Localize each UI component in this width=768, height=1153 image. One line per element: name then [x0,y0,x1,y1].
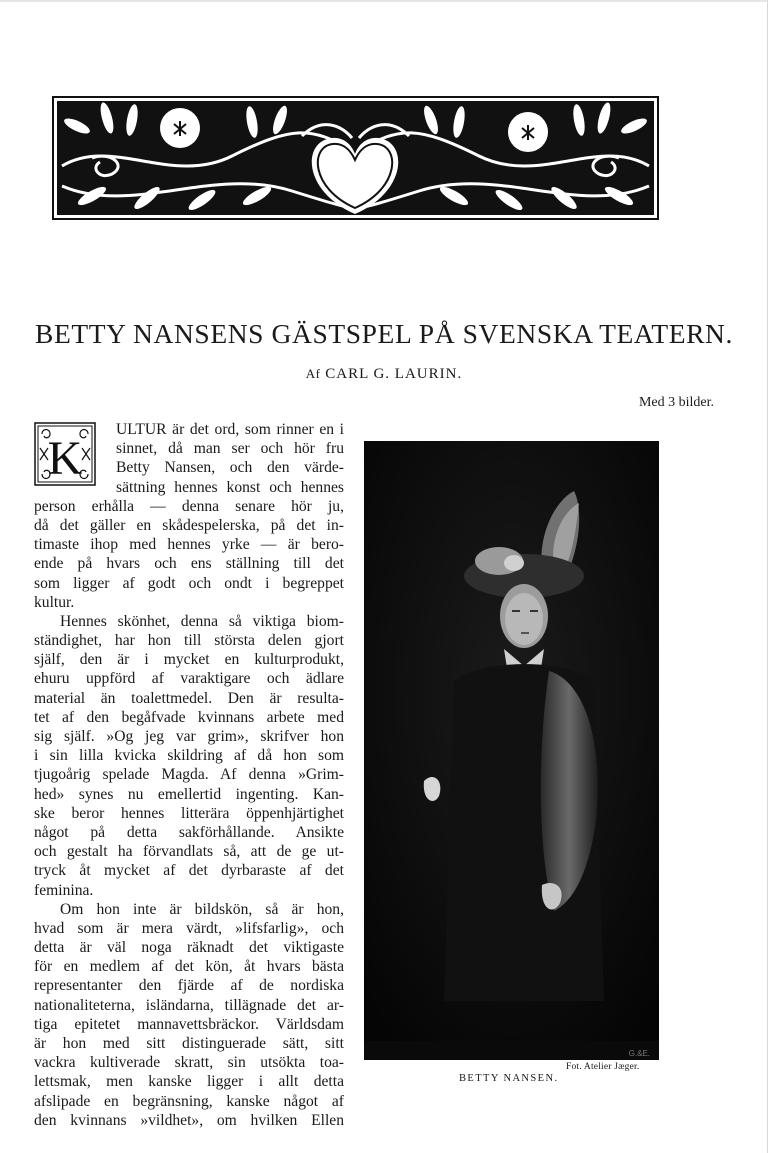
photo-caption: BETTY NANSEN. [459,1073,559,1084]
text-line: i sin lilla kvicka skildring af då hon som [34,747,344,765]
header-ornament [52,96,659,220]
text-line: sinnet, då man ser och hör fru [116,440,344,458]
author-name: CARL G. LAURIN. [325,366,463,382]
page-edge-top [0,0,768,2]
text-line: Om hon inte är bildskön, så är hon, [60,900,344,918]
text-line: Betty Nansen, och den värde- [116,459,344,477]
photo-credit: Fot. Atelier Jæger. [566,1062,640,1072]
text-line: hvad som är mera värdt, »lifsfarlig», och [34,919,344,937]
portrait-figure [364,441,659,1060]
text-line: tryck åt mycket af det dyrbaraste af det [34,862,344,880]
text-line: ske beror hennes litterära öppenhjärtighet [34,804,344,822]
text-line: själf, den är i mycket en kulturprodukt, [34,651,344,669]
dropcap-k [34,422,96,486]
text-line: tet af den begåfvade kvinnans arbete med [34,708,344,726]
engraver-mark: G.&E. [628,1049,650,1058]
dropcap-block [34,420,344,497]
text-line: material än toalettmedel. Den är resulta- [34,689,344,707]
article-column [34,420,344,1130]
text-line: som ligger af godt och ondt i begreppet [34,574,344,592]
text-line: lettsmak, men kanske ligger i allt detta [34,1073,344,1091]
author-byline [0,366,768,383]
text-line: vackra kultiverade skratt, sin utsökta toa- [34,1054,344,1072]
text-line: sättning hennes konst och hennes [116,478,344,496]
article-title: BETTY NANSENS GÄSTSPEL PÅ SVENSKA TEATERN. [35,318,733,349]
text-line: ULTUR är det ord, som rinner en i [116,421,344,438]
text-line: tjugoårig spelade Magda. Af denna »Grim- [34,766,344,784]
text-line: ständighet, har hon till största delen gjort [34,632,344,650]
text-line: feminina. [34,881,94,899]
text-line: ende på hvars och ens ställning till det [34,555,344,573]
text-line: och gestalt ha förvandlats så, att de ge ut- [34,843,344,861]
text-line: är hon med sitt distinguerade sätt, sitt [34,1035,344,1052]
text-line: då det gäller en skådespelerska, på det in- [34,516,344,534]
text-line: hed» synes nu emellertid ingenting. Kan- [34,785,344,803]
text-line: något på detta sakförhållande. Ansikte [34,823,344,841]
text-line: kultur. [34,593,75,611]
text-line: person erhålla — denna senare hör ju, [34,497,344,515]
text-line: afslipade en begränsning, kanske något af [34,1092,344,1110]
text-line: sig själf. »Og jeg var grim», skrifver hon [34,728,344,745]
text-line: ehuru uppförd af varaktigare och ädlare [34,670,344,688]
text-line: detta är väl noga räknadt det viktigaste [34,939,344,957]
image-count-note: Med 3 bilder. [638,395,714,410]
dropcap-letter: K [47,432,83,485]
text-line: Hennes skönhet, denna så viktiga biom- [60,612,344,630]
text-line: nationaliteterna, isländarna, tillägnade det ar- [34,996,344,1014]
text-line: för en medlem af det kön, åt hvars bästa [34,958,344,976]
text-line: den kvinnans »vildhet», om hvilken Ellen [34,1111,344,1129]
text-line: tiga epitetet mannavettsbräckor. Världsdam [34,1015,344,1033]
text-line: timaste ihop med hennes yrke — är bero- [34,536,344,554]
portrait-photo [364,441,659,1060]
author-prefix: Af [305,366,321,381]
text-line: representanter den fjärde af de nordiska [34,977,344,995]
